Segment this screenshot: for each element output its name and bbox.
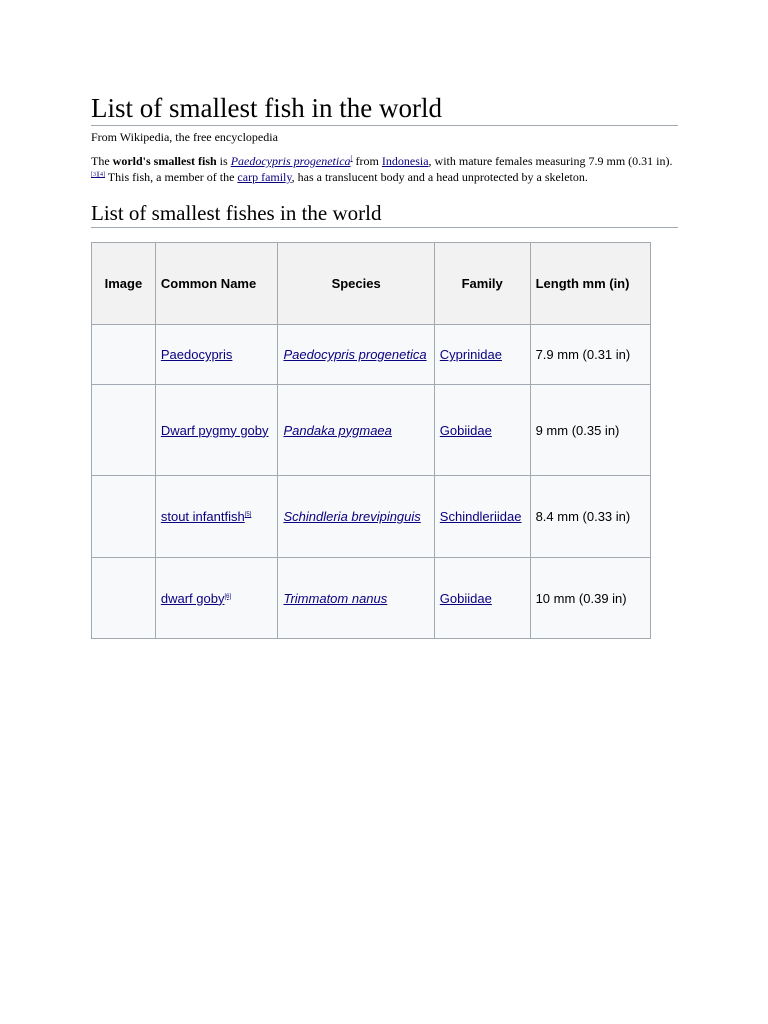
common-name-link[interactable]: dwarf goby bbox=[160, 590, 225, 606]
header-family: Family bbox=[434, 243, 530, 325]
reference-marker[interactable] bbox=[91, 172, 105, 178]
header-length: Length mm (in) bbox=[530, 243, 650, 325]
table-row bbox=[92, 385, 651, 476]
family-link[interactable]: Gobiidae bbox=[439, 422, 492, 438]
family-cell bbox=[434, 385, 530, 476]
family-link[interactable]: Gobiidae bbox=[439, 590, 492, 606]
length-cell: 9 mm (0.35 in) bbox=[530, 385, 650, 476]
intro-text: , has a translucent body and a head unprotected by a skeleton. bbox=[291, 170, 588, 184]
tagline: From Wikipedia, the free encyclopedia bbox=[91, 130, 278, 144]
common-name-cell bbox=[155, 385, 278, 476]
family-link[interactable]: Cyprinidae bbox=[439, 347, 502, 362]
species-link[interactable]: Schindleria brevipinguis bbox=[283, 509, 421, 524]
header-species: Species bbox=[278, 243, 434, 325]
family-cell bbox=[434, 558, 530, 639]
table-row bbox=[92, 325, 651, 385]
species-link[interactable]: Paedocypris progenetica bbox=[230, 154, 351, 168]
species-link[interactable]: Pandaka pygmaea bbox=[283, 422, 392, 438]
table-row bbox=[92, 476, 651, 558]
country-link[interactable]: Indonesia bbox=[381, 154, 429, 168]
species-cell bbox=[278, 558, 434, 639]
reference-marker[interactable] bbox=[245, 512, 252, 518]
table-header-row bbox=[92, 243, 651, 325]
section-heading: List of smallest fishes in the world bbox=[91, 200, 678, 228]
reference-link[interactable]: [ bbox=[350, 156, 353, 162]
length-cell: 10 mm (0.39 in) bbox=[530, 558, 650, 639]
intro-text: is bbox=[216, 154, 231, 168]
common-name-link[interactable]: stout infantfish bbox=[160, 509, 245, 524]
image-cell bbox=[92, 558, 156, 639]
intro-bold: world's smallest fish bbox=[112, 154, 217, 168]
reference-link[interactable]: [3][4] bbox=[91, 172, 105, 178]
intro-text: This fish, a member of the bbox=[105, 170, 238, 184]
image-cell bbox=[92, 325, 156, 385]
family-link[interactable]: carp family bbox=[237, 170, 292, 184]
reference-link[interactable]: [5] bbox=[244, 512, 252, 518]
family-cell bbox=[434, 325, 530, 385]
image-cell bbox=[92, 385, 156, 476]
article bbox=[91, 92, 678, 228]
image-cell bbox=[92, 476, 156, 558]
family-cell bbox=[434, 476, 530, 558]
species-cell bbox=[278, 325, 434, 385]
species-cell bbox=[278, 385, 434, 476]
reference-marker[interactable] bbox=[224, 594, 231, 600]
family-link[interactable]: Schindleriidae bbox=[439, 509, 522, 524]
table-row bbox=[92, 558, 651, 639]
reference-link[interactable]: [6] bbox=[224, 593, 232, 600]
intro-text: The bbox=[91, 154, 113, 168]
fish-table bbox=[91, 242, 651, 639]
header-common-name: Common Name bbox=[155, 243, 278, 325]
intro-text: from bbox=[352, 154, 382, 168]
page-title: List of smallest fish in the world bbox=[91, 92, 678, 126]
intro-paragraph bbox=[91, 153, 676, 185]
intro-text: , with mature females measuring 7.9 mm (0.31 in). bbox=[428, 154, 673, 168]
species-cell bbox=[278, 476, 434, 558]
species-link[interactable]: Paedocypris progenetica bbox=[283, 347, 427, 362]
header-image: Image bbox=[92, 243, 156, 325]
length-cell: 8.4 mm (0.33 in) bbox=[530, 476, 650, 558]
common-name-cell bbox=[155, 476, 278, 558]
length-cell: 7.9 mm (0.31 in) bbox=[530, 325, 650, 385]
common-name-link[interactable]: Dwarf pygmy goby bbox=[160, 422, 269, 438]
common-name-link[interactable]: Paedocypris bbox=[160, 347, 233, 362]
species-link[interactable]: Trimmatom nanus bbox=[283, 590, 388, 606]
common-name-cell bbox=[155, 325, 278, 385]
common-name-cell bbox=[155, 558, 278, 639]
